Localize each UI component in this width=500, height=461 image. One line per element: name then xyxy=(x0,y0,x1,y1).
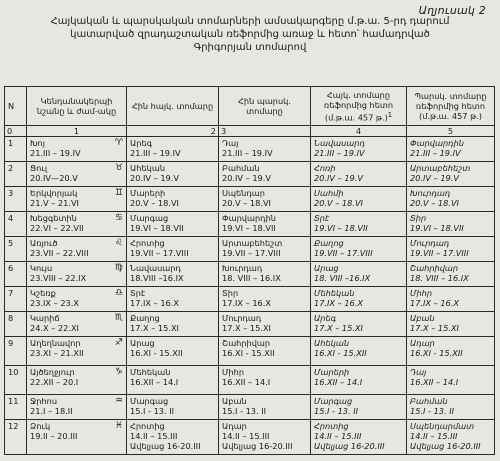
zodiac-symbol-icon: ♎ xyxy=(114,288,123,298)
cell-persian-new xyxy=(407,287,495,312)
zodiac-name: Առյուծ xyxy=(30,238,58,248)
month-dates: 18. VIII –16.IX xyxy=(314,273,371,283)
month-dates: 14.II – 15.III xyxy=(314,431,362,441)
month-name: Քաղոց xyxy=(130,313,160,323)
cell-number xyxy=(5,262,27,287)
cell-zodiac xyxy=(27,395,127,420)
cell-armenian-new xyxy=(311,366,407,395)
cell-number xyxy=(5,187,27,212)
month-name: Մարերի xyxy=(314,367,350,377)
month-name: Նավասարդ xyxy=(130,263,181,273)
cell-armenian-new xyxy=(311,212,407,237)
month-dates: 20.V – 18.VI xyxy=(410,198,459,208)
zodiac-dates: 21.III – 19.IV xyxy=(30,148,81,158)
cell-armenian-old xyxy=(127,287,219,312)
heading-line-3: Գրիգորյան տոմարով xyxy=(193,42,307,53)
zodiac-dates: 23.VII – 22.VIII xyxy=(30,248,89,258)
col-number: 2 xyxy=(127,126,219,137)
month-name: Արտաբեհեշտ xyxy=(222,238,283,248)
cell-number xyxy=(5,312,27,337)
table-row xyxy=(5,420,495,455)
cell-persian-old xyxy=(219,337,311,366)
zodiac-name: Կույս xyxy=(30,263,53,273)
month-dates: 21.III – 19.IV xyxy=(314,148,365,158)
cell-persian-new xyxy=(407,312,495,337)
month-name: Տրէ xyxy=(130,288,146,298)
month-name: Ադար xyxy=(222,421,247,431)
row-number: 2 xyxy=(8,163,14,173)
cell-persian-new xyxy=(407,420,495,455)
zodiac-name: Այծեղջյուր xyxy=(30,367,75,377)
month-name: Միհր xyxy=(410,288,433,298)
header-armenian-old: Հին հայկ. տոմարը xyxy=(127,87,219,126)
month-dates: 15.I - 13. II xyxy=(410,406,455,416)
month-dates: 21.III – 19.IV xyxy=(410,148,461,158)
zodiac-name: Ջրհոս xyxy=(30,396,58,406)
month-name: Տրէ xyxy=(314,213,330,223)
cell-persian-old xyxy=(219,312,311,337)
month-dates: 17.IX – 16.X xyxy=(222,298,271,308)
cell-armenian-old xyxy=(127,187,219,212)
cell-zodiac xyxy=(27,137,127,162)
month-dates: 20.V – 18.VI xyxy=(222,198,271,208)
month-dates: 20.IV – 19.V xyxy=(314,173,363,183)
cell-persian-old xyxy=(219,162,311,187)
month-dates: 21.III – 19.IV xyxy=(130,148,181,158)
month-name: Աբան xyxy=(410,313,435,323)
month-dates: 16.XI - 15.XII xyxy=(314,348,367,358)
cell-persian-old xyxy=(219,237,311,262)
month-name: Նավասարդ xyxy=(314,138,365,148)
month-name: Միհր xyxy=(222,367,245,377)
month-name: Մարգաց xyxy=(130,396,169,406)
cell-zodiac xyxy=(27,262,127,287)
cell-persian-new xyxy=(407,162,495,187)
month-dates: 21.III – 19.IV xyxy=(222,148,273,158)
cell-persian-old xyxy=(219,287,311,312)
annex-label: Աղյուսակ 2 xyxy=(418,4,486,17)
cell-persian-new xyxy=(407,187,495,212)
month-name: Սահմի xyxy=(314,188,344,198)
footnote-marker: 1 xyxy=(387,110,393,119)
month-dates: 15.I - 13. II xyxy=(314,406,359,416)
zodiac-dates: 22.XII – 20.I xyxy=(30,377,79,387)
month-dates: 18. VIII – 16.IX xyxy=(410,273,469,283)
epagomenal-days: Ավելյաց 16-20.III xyxy=(314,441,385,451)
zodiac-symbol-icon: ♐ xyxy=(114,338,123,348)
cell-armenian-new xyxy=(311,420,407,455)
month-dates: 14.II – 15.III xyxy=(130,431,178,441)
month-dates: 18. VIII – 16.IX xyxy=(222,273,281,283)
cell-zodiac xyxy=(27,312,127,337)
table-row xyxy=(5,237,495,262)
row-number: 7 xyxy=(8,288,14,298)
month-dates: 14.II – 15.III xyxy=(410,431,458,441)
cell-persian-new xyxy=(407,212,495,237)
zodiac-dates: 21.I – 18.II xyxy=(30,406,73,416)
table-row xyxy=(5,366,495,395)
cell-number xyxy=(5,337,27,366)
cell-zodiac xyxy=(27,420,127,455)
table-row xyxy=(5,287,495,312)
cell-persian-new xyxy=(407,395,495,420)
cell-armenian-new xyxy=(311,237,407,262)
zodiac-name: Երկվորյակ xyxy=(30,188,78,198)
month-name: Արեգ xyxy=(130,138,153,148)
month-dates: 16.XII – 14.I xyxy=(222,377,271,387)
col-number: 0 xyxy=(5,126,27,137)
month-dates: 16.XII – 14.I xyxy=(410,377,459,387)
zodiac-name: Խոյ xyxy=(30,138,45,148)
month-name: Մարգաց xyxy=(130,213,169,223)
zodiac-symbol-icon: ♉ xyxy=(114,163,123,173)
zodiac-symbol-icon: ♌ xyxy=(114,238,123,248)
cell-armenian-new xyxy=(311,137,407,162)
table-row xyxy=(5,187,495,212)
epagomenal-days: Ավելյաց 16-20.III xyxy=(222,441,293,451)
month-dates: 14.II – 15.III xyxy=(222,431,270,441)
zodiac-dates: 23.VIII – 22.IX xyxy=(30,273,87,283)
month-dates: 16.XII – 14.I xyxy=(130,377,179,387)
cell-persian-old xyxy=(219,420,311,455)
month-dates: 19.VII – 17.VIII xyxy=(314,248,373,258)
month-dates: 20.IV – 19.V xyxy=(410,173,459,183)
cell-number xyxy=(5,212,27,237)
cell-zodiac xyxy=(27,237,127,262)
table-row xyxy=(5,337,495,366)
month-name: Փարվարդին xyxy=(410,138,464,148)
cell-armenian-old xyxy=(127,162,219,187)
cell-armenian-old xyxy=(127,420,219,455)
row-number: 5 xyxy=(8,238,14,248)
row-number: 9 xyxy=(8,338,14,348)
cell-armenian-new xyxy=(311,287,407,312)
zodiac-dates: 24.X – 22.XI xyxy=(30,323,79,333)
heading-line-2: կատարված զրադաշտական ռեֆորմից առաջ և հետո՝ համադրված xyxy=(70,29,430,40)
row-number: 3 xyxy=(8,188,14,198)
month-dates: 19.VII – 17.VIII xyxy=(222,248,281,258)
cell-number xyxy=(5,237,27,262)
zodiac-name: Կշեռք xyxy=(30,288,56,298)
month-dates: 19.VI – 18.VII xyxy=(222,223,276,233)
cell-armenian-new xyxy=(311,187,407,212)
month-dates: 17.IX – 16.X xyxy=(314,298,363,308)
month-dates: 20.V – 18.VI xyxy=(130,198,179,208)
row-number: 4 xyxy=(8,213,14,223)
cell-armenian-old xyxy=(127,312,219,337)
month-dates: 17.X – 15.XI xyxy=(222,323,271,333)
month-name: Բահման xyxy=(410,396,448,406)
col-number: 4 xyxy=(311,126,407,137)
epagomenal-days: Ավելյաց 16-20.III xyxy=(410,441,481,451)
month-name: Մուրդադ xyxy=(410,238,450,248)
month-name: Շահրիվար xyxy=(410,263,459,273)
month-dates: 15.I - 13. II xyxy=(130,406,175,416)
cell-persian-new xyxy=(407,337,495,366)
table-row xyxy=(5,312,495,337)
month-name: Խուրդադ xyxy=(410,188,451,198)
calendar-table xyxy=(4,86,495,455)
month-name: Մուրդադ xyxy=(222,313,262,323)
table-row xyxy=(5,137,495,162)
month-name: Քաղոց xyxy=(314,238,344,248)
cell-number xyxy=(5,162,27,187)
month-name: Ահեկան xyxy=(130,163,166,173)
month-name: Տիր xyxy=(222,288,239,298)
header-armenian-new-text: Հայկ. տոմարը ռեֆորմից հետո (մ.թ.ա. 457 թ.) xyxy=(323,89,394,123)
cell-zodiac xyxy=(27,366,127,395)
month-name: Արտաբեհեշտ xyxy=(410,163,471,173)
cell-armenian-new xyxy=(311,262,407,287)
zodiac-name: Կարիճ xyxy=(30,313,60,323)
month-dates: 19.VI – 18.VII xyxy=(410,223,464,233)
cell-zodiac xyxy=(27,162,127,187)
cell-armenian-old xyxy=(127,237,219,262)
cell-armenian-old xyxy=(127,137,219,162)
cell-armenian-new xyxy=(311,162,407,187)
table-heading xyxy=(20,15,480,54)
cell-zodiac xyxy=(27,212,127,237)
month-name: Սպենդար xyxy=(222,188,265,198)
zodiac-symbol-icon: ♋ xyxy=(114,213,123,223)
zodiac-dates: 22.VI – 22.VII xyxy=(30,223,84,233)
table-row xyxy=(5,212,495,237)
header-zodiac: Կենդանակերպի նշանը և ժամ-ակը xyxy=(27,87,127,126)
month-name: Մեհեկան xyxy=(314,288,355,298)
month-dates: 17.IX – 16.X xyxy=(410,298,459,308)
zodiac-symbol-icon: ♊ xyxy=(114,188,123,198)
zodiac-name: Աղեղնավոր xyxy=(30,338,81,348)
zodiac-symbol-icon: ♑ xyxy=(114,367,123,377)
month-name: Հրոտից xyxy=(130,238,165,248)
month-name: Հոռի xyxy=(314,163,336,173)
zodiac-dates: 23.XI – 21.XII xyxy=(30,348,84,358)
cell-persian-old xyxy=(219,395,311,420)
cell-persian-old xyxy=(219,187,311,212)
cell-persian-new xyxy=(407,366,495,395)
cell-armenian-old xyxy=(127,366,219,395)
cell-armenian-new xyxy=(311,337,407,366)
month-name: Փարվարդին xyxy=(222,213,276,223)
header-row xyxy=(5,87,495,126)
heading-line-1: Հայկական և պարսկական տոմարների ամսակարգերը մ.թ.ա. 5-րդ դարում xyxy=(50,16,450,27)
month-dates: 16.XII – 14.I xyxy=(314,377,363,387)
row-number: 10 xyxy=(8,367,19,377)
cell-number xyxy=(5,287,27,312)
month-name: Մարգաց xyxy=(314,396,353,406)
cell-persian-old xyxy=(219,262,311,287)
month-dates: 17.X – 15.XI xyxy=(130,323,179,333)
month-name: Ահեկան xyxy=(314,338,350,348)
cell-persian-new xyxy=(407,137,495,162)
header-persian-old: Հին պարսկ. տոմարը xyxy=(219,87,311,126)
month-name: Սպենդարմատ xyxy=(410,421,475,431)
cell-armenian-old xyxy=(127,212,219,237)
row-number: 11 xyxy=(8,396,19,406)
cell-zodiac xyxy=(27,187,127,212)
month-name: Բահման xyxy=(222,163,260,173)
zodiac-name: Ցուլ xyxy=(30,163,48,173)
cell-armenian-new xyxy=(311,312,407,337)
month-dates: 20.V – 18.VI xyxy=(314,198,363,208)
month-name: Ադար xyxy=(410,338,435,348)
cell-number xyxy=(5,366,27,395)
month-name: Մեհեկան xyxy=(130,367,171,377)
zodiac-name: Ձուկ xyxy=(30,421,51,431)
month-name: Դայ xyxy=(222,138,239,148)
zodiac-name: Խեցգետին xyxy=(30,213,77,223)
cell-armenian-old xyxy=(127,262,219,287)
month-name: Խուրդադ xyxy=(222,263,263,273)
month-dates: 19.VII – 17.VIII xyxy=(130,248,189,258)
header-number: N xyxy=(5,87,27,126)
cell-zodiac xyxy=(27,337,127,366)
month-dates: 16.XI - 15.XII xyxy=(222,348,275,358)
cell-number xyxy=(5,395,27,420)
month-name: Աբան xyxy=(222,396,247,406)
col-number: 1 xyxy=(27,126,127,137)
month-name: Դայ xyxy=(410,367,427,377)
row-number: 1 xyxy=(8,138,14,148)
cell-number xyxy=(5,137,27,162)
row-number: 6 xyxy=(8,263,14,273)
row-number: 8 xyxy=(8,313,14,323)
month-name: Արեգ xyxy=(314,313,337,323)
month-dates: 19.VI – 18.VII xyxy=(314,223,368,233)
month-dates: 16.XI - 15.XII xyxy=(410,348,463,358)
month-name: Մարերի xyxy=(130,188,166,198)
month-name: Հրոտից xyxy=(314,421,349,431)
row-number: 12 xyxy=(8,421,19,431)
header-persian-new: Պարսկ. տոմարը ռեֆորմից հետո (մ.թ.ա. 457 թ.) xyxy=(407,87,495,126)
month-name: Արաց xyxy=(314,263,339,273)
table-row xyxy=(5,262,495,287)
epagomenal-days: Ավելյաց 16-20.III xyxy=(130,441,201,451)
table-row xyxy=(5,162,495,187)
zodiac-dates: 19.II – 20.III xyxy=(30,431,78,441)
zodiac-dates: 21.V – 21.VI xyxy=(30,198,79,208)
month-name: Հրոտից xyxy=(130,421,165,431)
table-row xyxy=(5,395,495,420)
header-armenian-new xyxy=(311,87,407,126)
month-name: Շահրիվար xyxy=(222,338,271,348)
cell-persian-old xyxy=(219,366,311,395)
cell-persian-old xyxy=(219,212,311,237)
month-dates: 19.VII – 17.VIII xyxy=(410,248,469,258)
col-number: 3 xyxy=(219,126,311,137)
cell-persian-new xyxy=(407,237,495,262)
cell-persian-old xyxy=(219,137,311,162)
column-number-row xyxy=(5,126,495,137)
zodiac-symbol-icon: ♓ xyxy=(114,421,123,431)
col-number: 5 xyxy=(407,126,495,137)
zodiac-symbol-icon: ♍ xyxy=(114,263,123,273)
month-name: Արաց xyxy=(130,338,155,348)
cell-number xyxy=(5,420,27,455)
month-dates: 15.I - 13. II xyxy=(222,406,267,416)
cell-zodiac xyxy=(27,287,127,312)
cell-armenian-old xyxy=(127,337,219,366)
zodiac-dates: 20.IV—20.V xyxy=(30,173,78,183)
month-dates: 18.VIII –16.IX xyxy=(130,273,184,283)
month-dates: 17.IX – 16.X xyxy=(130,298,179,308)
month-dates: 20.IV – 19.V xyxy=(222,173,271,183)
cell-armenian-new xyxy=(311,395,407,420)
cell-persian-new xyxy=(407,262,495,287)
zodiac-symbol-icon: ♈ xyxy=(114,138,123,148)
zodiac-dates: 23.IX – 23.X xyxy=(30,298,79,308)
month-name: Տիր xyxy=(410,213,427,223)
month-dates: 16.XI - 15.XII xyxy=(130,348,183,358)
month-dates: 17.X – 15.XI xyxy=(314,323,363,333)
zodiac-symbol-icon: ♏ xyxy=(114,313,123,323)
zodiac-symbol-icon: ♒ xyxy=(114,396,123,406)
month-dates: 19.VI – 18.VII xyxy=(130,223,184,233)
month-dates: 17.X – 15.XI xyxy=(410,323,459,333)
cell-armenian-old xyxy=(127,395,219,420)
month-dates: 20.IV – 19.V xyxy=(130,173,179,183)
